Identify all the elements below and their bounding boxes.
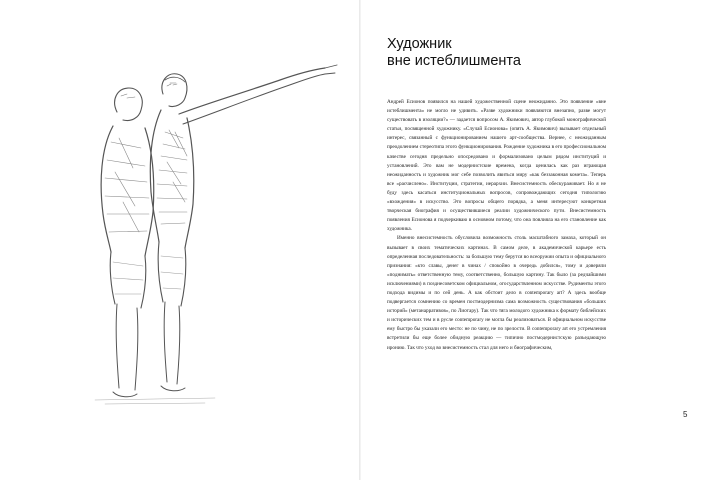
heading-line-2: вне истеблишмента	[387, 53, 521, 69]
article-body	[387, 98, 606, 353]
pencil-sketch-illustration	[75, 52, 355, 412]
sketch-drawing	[75, 52, 355, 412]
page-number: 5	[683, 410, 688, 419]
article-heading	[387, 36, 687, 70]
heading-line-1: Художник	[387, 36, 452, 52]
page-gutter	[359, 0, 361, 480]
paragraph: Андрей Есионов появился на нашей художественной сцене неожиданно. Это появление «вне истеблишмента» не могло не удивить. «Разве художники появляются внезапно, разве могут существовать в изоляции?» — задается вопросом А. Якимович, автор глубокой монографической статьи, посвященной художнику. «Случай Есионова» (опять А. Якимович) вызывает отдельный интерес, связанный с функционированием нашего арт-сообщества. Вернее, с неожиданным преодолением стереотипа этого функционирования. Рождение художника в его профессиональном качестве сегодня предельно опосредовано и формализовано целым рядом институций и установлений. Это вам не модернистские времена, когда ценилась как раз играющая неожиданность и художник мог себе позволить явиться миру «как беззаконная комета». Теперь все «расчислено». Институции, стратегии, иерархии. Внесистемность обескураживает. Но я не буду здесь касаться институциональных вопросов, сопровождающих сегодня типологию «вхождения» в искусство. Это вопросы общего порядка, а меня интересуют конкретная творческая биография и осуществившиеся реалии художнического пути. Внесистемность появления Есионова я подчеркиваю в основном потому, что она повлияла на его становление как художника.	[387, 99, 606, 233]
paragraph: Именно внесистемность обусловила возможность столь масштабного замаха, который он вызывает в своих тематических картинах. В самом деле, в академической карьере есть определенная последовательность: за большую тему берутся во всеоружии опыта и официального признания: «кто славы, денег в чинах / спокойно в очередь добился», тому и доверяли «поднимать» ответственную тему, соответственно, большую картину. Так было (за редчайшими исключениями) в позднесоветском официальном, огосударствленном искусстве. Рудименты этого подхода видимы и по сей день. А как обстоит дело в contemporary art? А здесь вообще подвергается сомнению со времен постмодернизма сама возможность существования «больших историй» (метанарративов», по Лиотару). Так что тяга молодого художника к формату библейских и исторических тем и в русле contemporary не могла бы реализоваться. В официальном искусстве ему быстро бы указали его место: не по чину, не по зрелости. В contemporary art его устремления встретили бы еще более обидную реакцию — типично постмодернистскую разъедающую иронию. Так что уход во внесистемность стал для него и биографическим,	[387, 235, 606, 351]
